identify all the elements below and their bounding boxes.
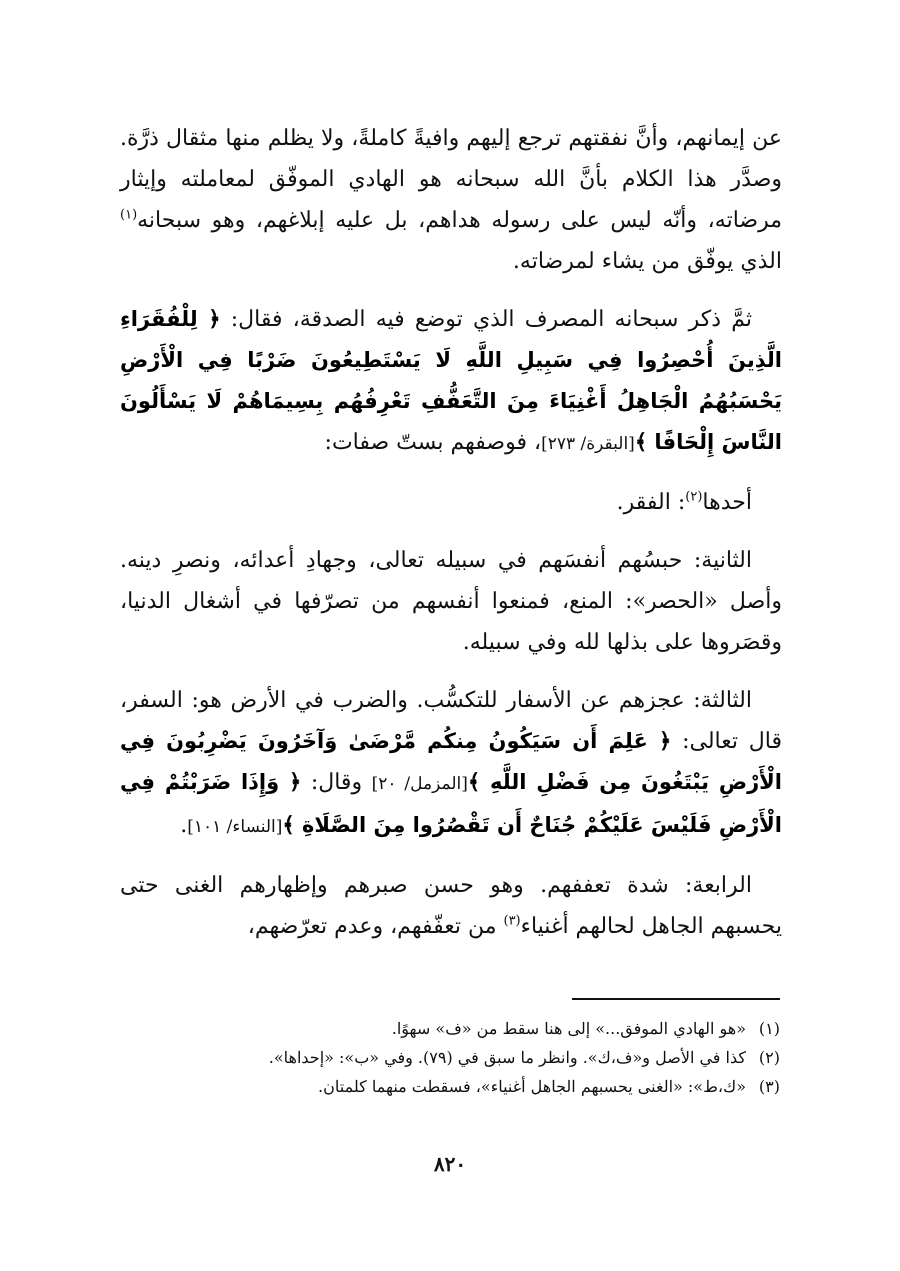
footnote-3 <box>118 1072 780 1101</box>
verse-reference-baqarah: [البقرة/ ٢٧٣] <box>541 434 635 454</box>
footnote-1-text: «هو الهادي الموفق...» إلى هنا سقط من «ف» سهوًا. <box>391 1019 746 1038</box>
paragraph-5 <box>120 680 782 848</box>
verse-reference-nisa: [النساء/ ١٠١] <box>187 817 283 837</box>
paragraph-1 <box>120 118 782 282</box>
page-number: ٨٢٠ <box>433 1152 467 1176</box>
main-text <box>120 118 782 964</box>
footnotes <box>118 1014 780 1101</box>
footnote-2 <box>118 1043 780 1072</box>
paragraph-3-text-a: أحدها <box>702 490 752 515</box>
footnote-2-text: كذا في الأصل و«ف،ك». وانظر ما سبق في (٧٩). وفي «ب»: «إحداها». <box>268 1048 746 1067</box>
paragraph-3 <box>120 482 782 523</box>
footnote-marker-3: (٣) <box>503 913 521 929</box>
paragraph-6-text-b: من تعفّفهم، وعدم تعرّضهم، <box>247 914 504 939</box>
paragraph-5-text-a: الثالثة: عجزهم عن الأسفار للتكسُّب. والضرب في الأرض هو: السفر، قال تعالى: <box>120 688 782 754</box>
footnote-3-number: (٣) <box>758 1077 780 1096</box>
paragraph-6 <box>120 865 782 947</box>
footnote-2-number: (٢) <box>758 1048 780 1067</box>
paragraph-4 <box>120 540 782 663</box>
quran-verse-muzzammil-20: ﴿ عَلِمَ أَن سَيَكُونُ مِنكُم مَّرْضَىٰ وَآخَرُونَ يَضْرِبُونَ فِي الْأَرْضِ يَبْتَغُونَ مِن فَضْلِ اللَّهِ ﴾ <box>120 729 782 794</box>
paragraph-2-text-a: ثمَّ ذكر سبحانه المصرف الذي توضع فيه الصدقة، فقال: <box>220 307 752 332</box>
paragraph-2-text-b: ، فوصفهم بستّ صفات: <box>324 430 542 455</box>
paragraph-6-text-a: الرابعة: شدة تعففهم. وهو حسن صبرهم وإظهارهم الغنى حتى يحسبهم الجاهل لحالهم أغنياء <box>120 873 782 939</box>
paragraph-1-text-a: عن إيمانهم، وأنَّ نفقتهم ترجع إليهم وافيةً كاملةً، ولا يظلم منها مثقال ذرَّة. وصدَّر هذا الكلام بأنَّ الله سبحانه هو الهادي الموفّق لمعاملته وإيثار مرضاته، وأنّه ليس على رسوله هداهم، بل عليه إبلاغهم، وهو سبحانه <box>120 126 782 233</box>
footnote-1-number: (١) <box>758 1019 780 1038</box>
quran-verse-nisa-101: ﴿ وَإِذَا ضَرَبْتُمْ فِي الْأَرْضِ فَلَيْسَ عَلَيْكُمْ جُنَاحٌ أَن تَقْصُرُوا مِنَ الصَّلَاةِ ﴾ <box>120 770 782 837</box>
paragraph-2 <box>120 299 782 465</box>
footnote-separator <box>572 998 780 1000</box>
paragraph-5-text-b: وقال: <box>301 770 372 795</box>
paragraph-3-text-b: : الفقر. <box>616 490 686 515</box>
quran-verse-baqarah-273: ﴿ لِلْفُقَرَاءِ الَّذِينَ أُحْصِرُوا فِي سَبِيلِ اللَّهِ لَا يَسْتَطِيعُونَ ضَرْبًا فِي الْأَرْضِ يَحْسَبُهُمُ الْجَاهِلُ أَغْنِيَاءَ مِنَ التَّعَفُّفِ تَعْرِفُهُم بِسِيمَاهُمْ لَا يَسْأَلُونَ النَّاسَ إِلْحَافًا ﴾ <box>120 307 782 454</box>
paragraph-4-text: الثانية: حبسُهم أنفسَهم في سبيله تعالى، وجهادِ أعدائه، ونصرِ دينه. وأصل «الحصر»: المنع، فمنعوا أنفسهم من تصرّفها في أشغال الدنيا، وقصَروها على بذلها لله وفي سبيله. <box>120 548 782 655</box>
footnote-1 <box>118 1014 780 1043</box>
footnote-3-text: «ك،ط»: «الغنى يحسبهم الجاهل أغنياء»، فسقطت منهما كلمتان. <box>318 1077 746 1096</box>
paragraph-1-text-b: الذي يوفّق من يشاء لمرضاته. <box>512 249 782 274</box>
footnote-marker-2: (٢) <box>685 489 703 505</box>
verse-reference-muzzammil: [المزمل/ ٢٠] <box>371 774 468 794</box>
footnote-marker-1: (١) <box>120 207 138 223</box>
paragraph-5-text-c: . <box>180 813 188 838</box>
